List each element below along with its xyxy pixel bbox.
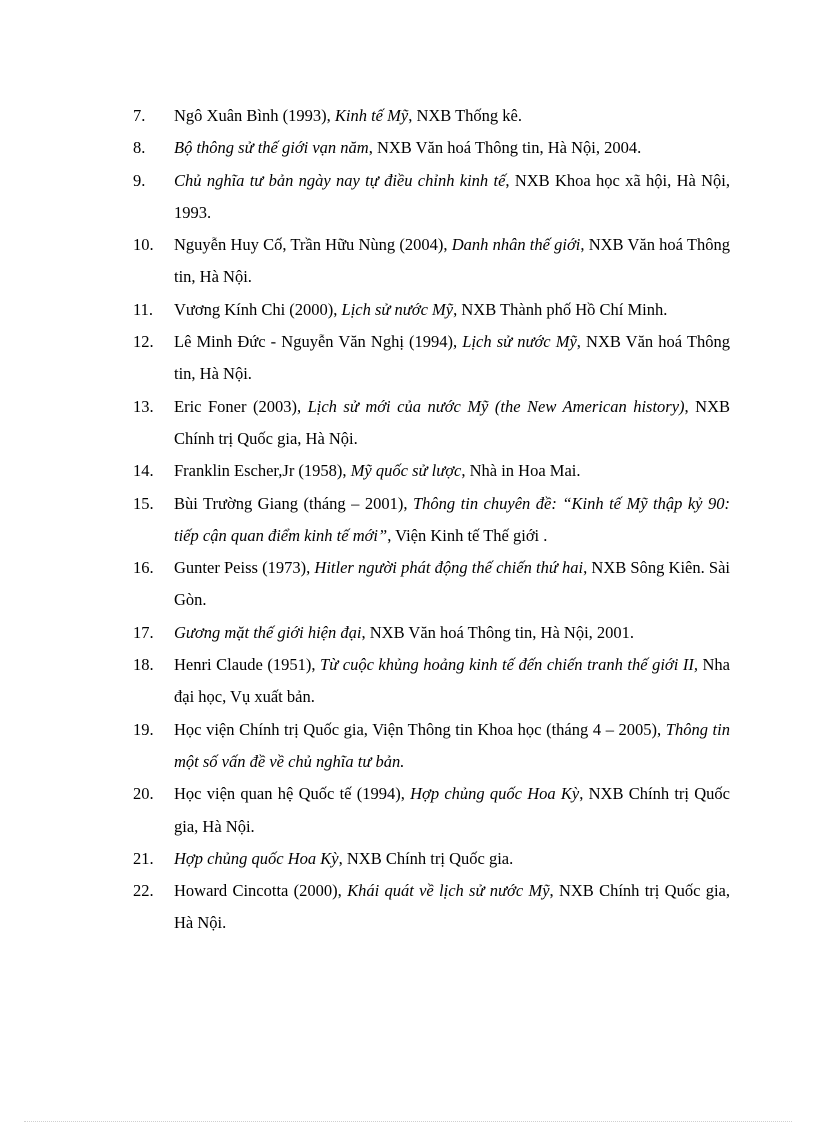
reference-item bbox=[133, 843, 730, 875]
reference-item bbox=[133, 100, 730, 132]
reference-text: , NXB Văn hoá Thông tin, Hà Nội. bbox=[174, 332, 730, 384]
reference-title: Lịch sử nước Mỹ bbox=[462, 332, 577, 352]
reference-text: Henri Claude (1951), bbox=[174, 655, 321, 675]
page-bottom-divider bbox=[24, 1121, 792, 1122]
reference-title: Hitler người phát động thế chiến thứ hai bbox=[314, 558, 584, 578]
reference-number: 11. bbox=[133, 299, 154, 319]
reference-title: Mỹ quốc sử lược bbox=[350, 461, 462, 481]
reference-item bbox=[133, 778, 730, 843]
reference-number: 19. bbox=[133, 719, 154, 739]
reference-item bbox=[133, 391, 730, 456]
reference-item bbox=[133, 132, 730, 164]
reference-number: 18. bbox=[133, 655, 154, 675]
reference-text: Học viện Chính trị Quốc gia, Viện Thông tin Khoa học (tháng 4 – 2005), bbox=[174, 719, 666, 739]
reference-text: , NXB Văn hoá Thông tin, Hà Nội, 2001. bbox=[361, 622, 635, 642]
reference-title: Thông tin chuyên đề: “Kinh tế Mỹ thập kỷ 90: tiếp cận quan điểm kinh tế mới” bbox=[174, 493, 730, 545]
reference-text: , NXB Văn hoá Thông tin, Hà Nội, 2004. bbox=[368, 138, 642, 158]
reference-text: , NXB Khoa học xã hội, Hà Nội, 1993. bbox=[174, 170, 731, 222]
reference-number: 8. bbox=[133, 138, 146, 158]
reference-title: Gương mặt thế giới hiện đại bbox=[174, 622, 362, 642]
reference-text: Howard Cincotta (2000), bbox=[174, 881, 348, 901]
reference-number: 13. bbox=[133, 396, 154, 416]
reference-item bbox=[133, 714, 730, 779]
reference-item bbox=[133, 326, 730, 391]
reference-item bbox=[133, 552, 730, 617]
reference-text: , NXB Thống kê. bbox=[408, 106, 523, 125]
reference-title: Thông tin một số vấn đề về chủ nghĩa tư bản. bbox=[174, 719, 730, 771]
reference-text: , NXB Sông Kiên. Sài Gòn. bbox=[174, 558, 730, 610]
reference-number: 10. bbox=[133, 235, 154, 255]
reference-number: 14. bbox=[133, 461, 154, 481]
reference-text: , Nhà in Hoa Mai. bbox=[461, 461, 581, 481]
reference-title: Bộ thông sử thế giới vạn năm bbox=[174, 138, 369, 158]
reference-text: Gunter Peiss (1973), bbox=[174, 558, 315, 578]
reference-title: Chủ nghĩa tư bản ngày nay tự điều chỉnh kinh tế bbox=[174, 170, 506, 190]
reference-title: Danh nhân thế giới bbox=[451, 235, 581, 255]
reference-number: 12. bbox=[133, 332, 154, 352]
reference-title: Kinh tế Mỹ bbox=[334, 106, 409, 125]
reference-item bbox=[133, 875, 730, 940]
reference-item bbox=[133, 165, 730, 230]
reference-item bbox=[133, 617, 730, 649]
reference-text: , Viện Kinh tế Thế giới . bbox=[387, 525, 548, 545]
reference-text: , NXB Chính trị Quốc gia. bbox=[338, 848, 514, 868]
reference-text: Franklin Escher,Jr (1958), bbox=[174, 461, 351, 481]
reference-text: Nguyễn Huy Cố, Trần Hữu Nùng (2004), bbox=[174, 235, 452, 255]
reference-number: 20. bbox=[133, 784, 154, 804]
reference-text: Vương Kính Chi (2000), bbox=[174, 299, 342, 319]
reference-number: 9. bbox=[133, 170, 146, 190]
reference-number: 16. bbox=[133, 558, 154, 578]
reference-text: , NXB Chính trị Quốc gia, Hà Nội. bbox=[174, 396, 730, 448]
reference-title: Hợp chủng quốc Hoa Kỳ bbox=[174, 848, 339, 868]
reference-text: Học viện quan hệ Quốc tế (1994), bbox=[174, 784, 411, 804]
reference-number: 7. bbox=[133, 106, 146, 125]
reference-title: Khái quát về lịch sử nước Mỹ bbox=[347, 881, 550, 901]
reference-item bbox=[133, 294, 730, 326]
reference-item bbox=[133, 649, 730, 714]
reference-text: , NXB Chính trị Quốc gia, Hà Nội. bbox=[174, 881, 730, 933]
reference-item bbox=[133, 229, 730, 294]
reference-text: , NXB Thành phố Hồ Chí Minh. bbox=[453, 299, 668, 319]
reference-text: Nha đại học, Vụ xuất bản. bbox=[174, 655, 730, 707]
reference-list bbox=[133, 100, 730, 940]
reference-number: 17. bbox=[133, 622, 154, 642]
reference-text: , NXB Văn hoá Thông tin, Hà Nội. bbox=[174, 235, 730, 287]
reference-title: Từ cuộc khủng hoảng kinh tế đến chiến tranh thế giới II, bbox=[320, 655, 698, 675]
reference-title: Lịch sử mới của nước Mỹ (the New American history) bbox=[307, 396, 685, 416]
reference-text: Eric Foner (2003), bbox=[174, 396, 308, 416]
reference-text: , NXB Chính trị Quốc gia, Hà Nội. bbox=[174, 784, 730, 836]
reference-item bbox=[133, 488, 730, 553]
reference-number: 15. bbox=[133, 493, 154, 513]
reference-text: Bùi Trường Giang (tháng – 2001), bbox=[174, 493, 413, 513]
reference-number: 22. bbox=[133, 881, 154, 901]
reference-title: Lịch sử nước Mỹ bbox=[341, 299, 454, 319]
reference-number: 21. bbox=[133, 848, 154, 868]
reference-item bbox=[133, 455, 730, 487]
reference-text: Ngô Xuân Bình (1993), bbox=[174, 106, 335, 125]
reference-text: Lê Minh Đức - Nguyễn Văn Nghị (1994), bbox=[174, 332, 463, 352]
reference-title: Hợp chủng quốc Hoa Kỳ bbox=[410, 784, 580, 804]
